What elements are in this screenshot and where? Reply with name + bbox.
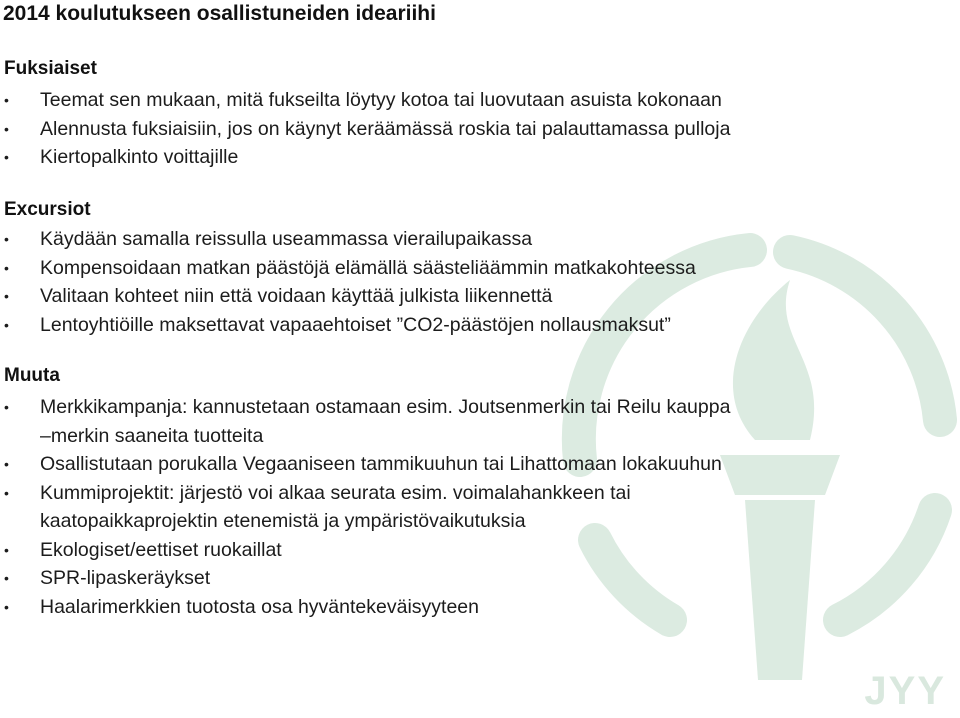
list-item: • Osallistutaan porukalla Vegaaniseen tammikuuhun tai Lihattomaan lokakuuhun [0, 450, 730, 479]
bullet-icon: • [4, 570, 9, 586]
bullet-icon: • [4, 541, 9, 558]
bullet-icon: • [4, 316, 9, 333]
bullet-icon: • [4, 399, 9, 415]
bullet-icon: • [4, 288, 9, 304]
bullet-icon: • [4, 92, 9, 108]
bullet-icon: • [4, 149, 9, 165]
bullet-icon: • [4, 484, 9, 501]
bullet-icon: • [4, 598, 9, 615]
section-heading-fuksiaiset: Fuksiaiset [4, 58, 97, 79]
bullet-icon: • [4, 259, 9, 276]
list-item: • Merkkikampanja: kannustetaan ostamaan esim. Joutsenmerkin tai Reilu kauppa –merkin saaneita tuotteita [0, 393, 730, 450]
list-item: • Lentoyhtiöille maksettavat vapaaehtoiset ”CO2-päästöjen nollausmaksut” [0, 311, 696, 340]
list-item: • Valitaan kohteet niin että voidaan käyttää julkista liikennettä [0, 282, 696, 311]
section-heading-muuta: Muuta [4, 365, 60, 386]
bullet-icon: • [4, 120, 9, 137]
list-item: • Teemat sen mukaan, mitä fukseilta löytyy kotoa tai luovutaan asuista kokonaan [0, 86, 730, 115]
slide-title: 2014 koulutukseen osallistuneiden ideariihi [3, 2, 436, 25]
list-item: • SPR-lipaskeräykset [0, 564, 730, 593]
bullet-list-fuksiaiset [0, 86, 730, 172]
bullet-icon: • [4, 231, 9, 247]
list-item: • Kummiprojektit: järjestö voi alkaa seurata esim. voimalahankkeen tai kaatopaikkaprojektin etenemistä ja ympäristövaikutuksia [0, 479, 730, 536]
bullet-icon: • [4, 456, 9, 472]
bullet-list-muuta [0, 393, 730, 621]
section-heading-excursiot: Excursiot [4, 199, 91, 220]
list-item: • Alennusta fuksiaisiin, jos on käynyt keräämässä roskia tai palauttamassa pulloja [0, 115, 730, 144]
bullet-list-excursiot [0, 225, 696, 339]
jyy-logo-text: JYY [864, 669, 946, 713]
list-item: • Kompensoidaan matkan päästöjä elämällä säästeliäämmin matkakohteessa [0, 254, 696, 283]
list-item: • Käydään samalla reissulla useammassa vierailupaikassa [0, 225, 696, 254]
list-item: • Kiertopalkinto voittajille [0, 143, 730, 172]
list-item: • Ekologiset/eettiset ruokaillat [0, 536, 730, 565]
list-item: • Haalarimerkkien tuotosta osa hyväntekeväisyyteen [0, 593, 730, 622]
